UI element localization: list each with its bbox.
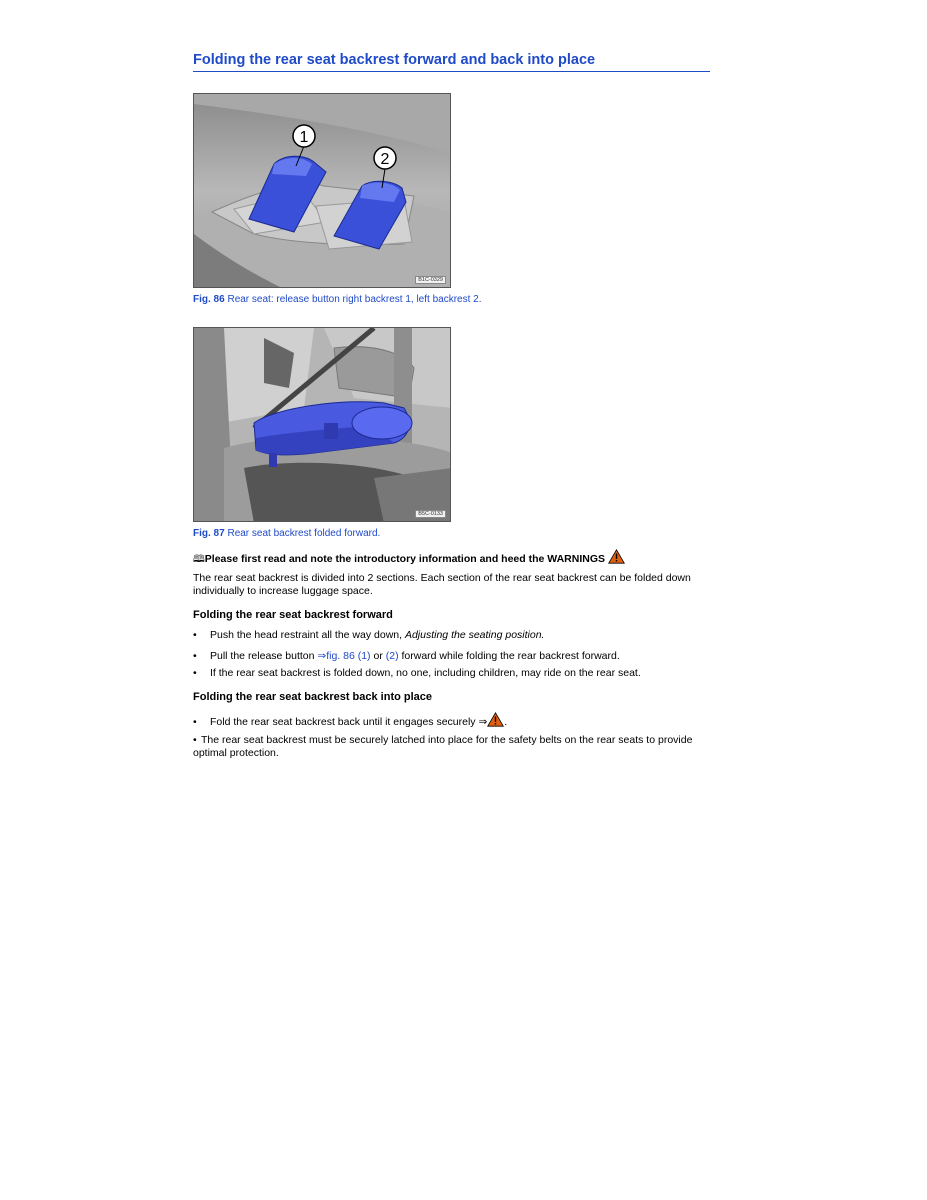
page-title: Folding the rear seat backrest forward and back into place	[193, 52, 710, 72]
list-item: • If the rear seat backrest is folded down, no one, including children, may ride on the rear seat.	[193, 667, 641, 679]
list-item: • The rear seat backrest must be securely latched into place for the safety belts on the rear seats to provide optimal protection.	[193, 734, 693, 759]
warning-icon[interactable]	[487, 712, 504, 727]
fig-86-link-2[interactable]: (2)	[385, 650, 399, 662]
cross-reference: Adjusting the seating position.	[404, 629, 545, 641]
figure-87-image	[193, 327, 451, 522]
figure-87-label: Fig. 87	[193, 528, 225, 539]
fig-86-link-1[interactable]: ⇒fig. 86 (1)	[317, 650, 371, 662]
figure-87-caption-text: Rear seat backrest folded forward.	[224, 528, 381, 539]
list-item: • Pull the release button ⇒fig. 86 (1) or (2) forward while folding the rear backrest forward.	[193, 650, 620, 662]
section-forward-heading: Folding the rear seat backrest forward	[193, 609, 393, 621]
notice-text: Please first read and note the introductory information and heed the WARNINGS	[204, 553, 606, 565]
list-item: • Push the head restraint all the way down, Adjusting the seating position.	[193, 629, 545, 641]
figure-86-caption	[193, 294, 481, 305]
figure-86-image	[193, 93, 451, 288]
section-back-heading: Folding the rear seat backrest back into place	[193, 691, 433, 703]
figure-86-code: B1C-0329	[415, 276, 446, 284]
callout-2: 2	[380, 151, 390, 168]
figure-87-code: B5C-0133	[415, 510, 446, 518]
figure-87-caption	[193, 528, 380, 539]
read-first-notice	[193, 549, 625, 569]
callout-1: 1	[299, 129, 309, 146]
warning-icon	[608, 549, 625, 564]
intro-paragraph: The rear seat backrest is divided into 2 sections. Each section of the rear seat backrest can be folded down individually to increase luggage space.	[193, 572, 691, 597]
list-item: • Fold the rear seat backrest back until it engages securely ⇒ .	[193, 712, 713, 729]
figure-86-caption-text: Rear seat: release button right backrest 1, left backrest 2.	[224, 294, 482, 305]
figure-86-label: Fig. 86	[193, 294, 225, 305]
book-icon: 🕮	[193, 554, 205, 565]
